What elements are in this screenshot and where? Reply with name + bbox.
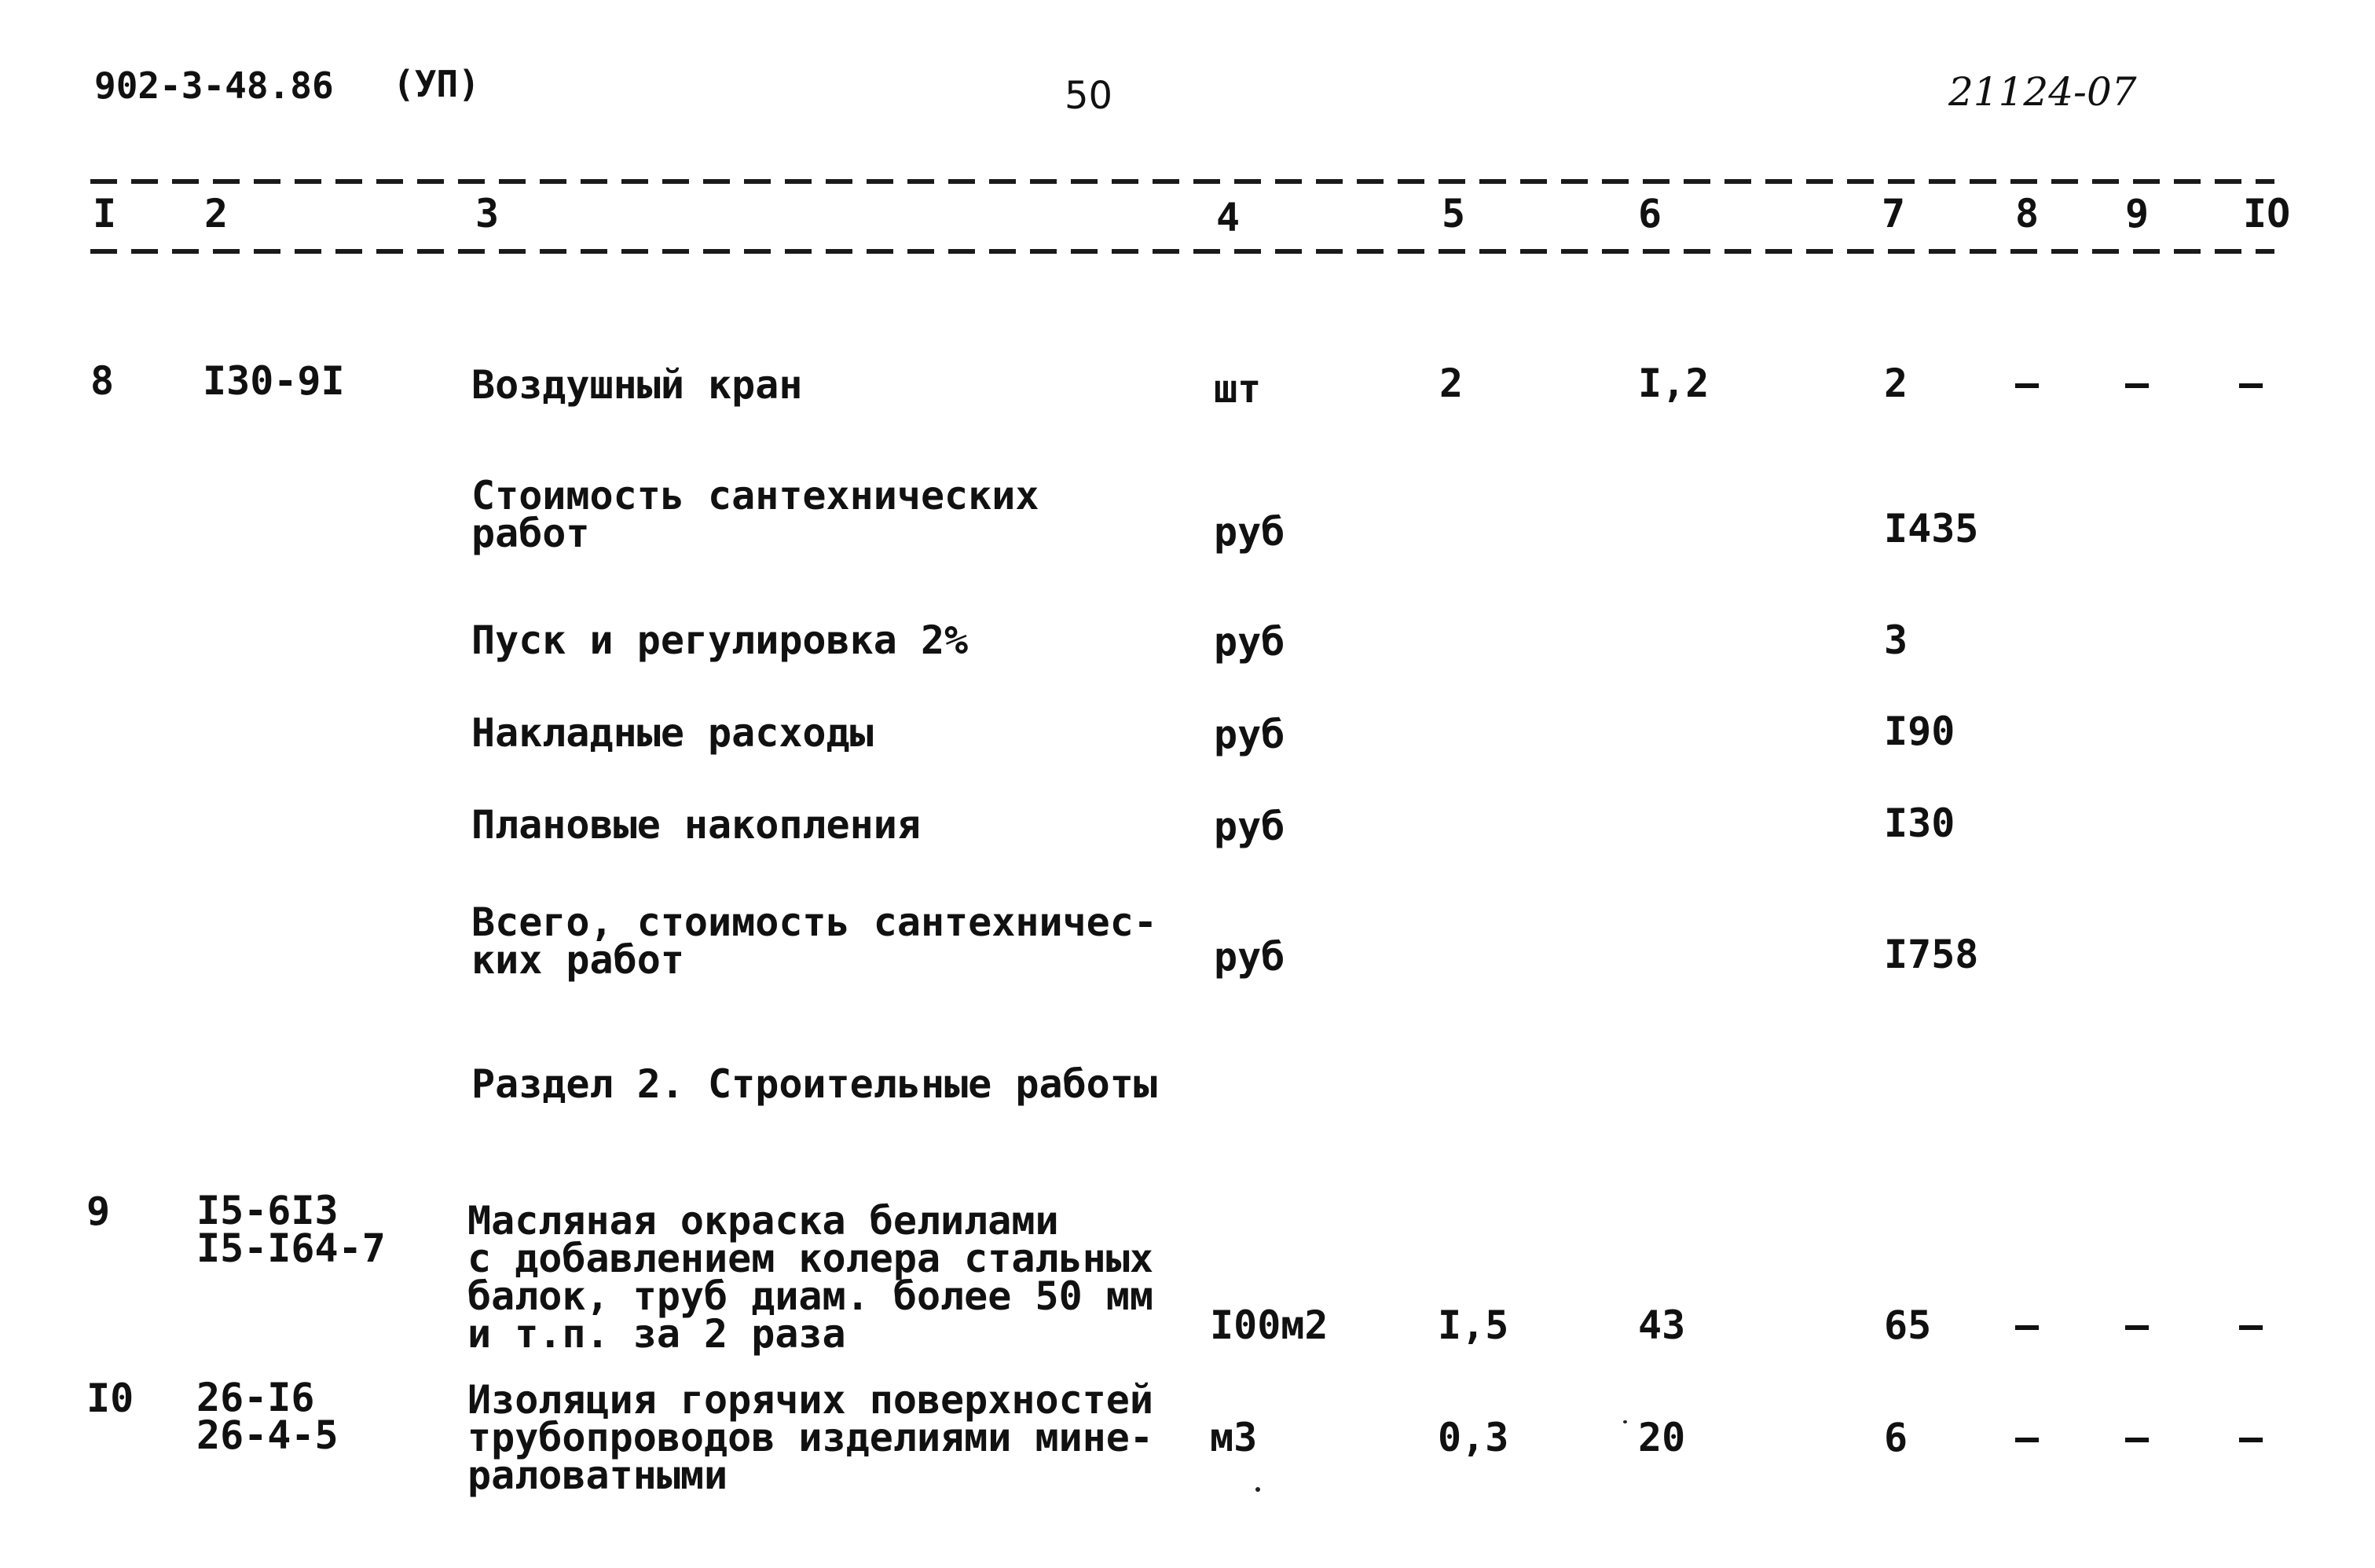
column-9-value: – xyxy=(2125,361,2150,406)
item-description: Всего, стоимость сантехничес- ких работ xyxy=(471,899,1157,983)
row-number: I0 xyxy=(86,1376,134,1421)
column-10-value: – xyxy=(2239,1415,2263,1460)
column-10-value: – xyxy=(2239,361,2263,406)
header-top-rule xyxy=(90,179,2274,184)
quantity: 0,3 xyxy=(1438,1415,1509,1460)
page-number: 50 xyxy=(1065,74,1113,118)
column-8-value: – xyxy=(2015,1415,2040,1460)
row-number: 9 xyxy=(86,1189,111,1234)
item-description: Плановые накопления xyxy=(471,802,921,848)
price-code: I5-6I3 I5-I64-7 xyxy=(196,1188,386,1271)
unit-price: I,2 xyxy=(1638,361,1710,406)
total-cost: I435 xyxy=(1884,506,1979,551)
column-header-8: 8 xyxy=(2015,191,2040,236)
total-cost: 65 xyxy=(1884,1302,1932,1348)
column-9-value: – xyxy=(2125,1415,2150,1460)
row-number: 8 xyxy=(90,358,115,404)
total-cost: 6 xyxy=(1884,1415,1908,1460)
item-description: Изоляция горячих поверхностей трубопроводов изделиями мине- раловатными xyxy=(467,1377,1153,1498)
unit: руб xyxy=(1214,509,1285,555)
column-header-3: 3 xyxy=(475,191,500,236)
total-cost: I30 xyxy=(1884,800,1955,846)
unit: руб xyxy=(1214,619,1285,665)
quantity: I,5 xyxy=(1438,1302,1509,1348)
column-10-value: – xyxy=(2239,1302,2263,1348)
unit: руб xyxy=(1214,712,1285,757)
document-code-suffix: (УП) xyxy=(393,63,480,105)
item-description: Стоимость сантехнических работ xyxy=(471,473,1039,556)
unit: шт xyxy=(1214,366,1262,412)
column-header-1: I xyxy=(93,191,117,236)
total-cost: 2 xyxy=(1884,361,1908,406)
column-header-4: 4 xyxy=(1216,195,1241,240)
column-header-9: 9 xyxy=(2125,191,2150,236)
unit-price: 43 xyxy=(1638,1302,1686,1348)
scan-speck xyxy=(1255,1487,1260,1492)
item-description: Воздушный кран xyxy=(471,362,803,408)
total-cost: 3 xyxy=(1884,617,1908,663)
total-cost: I758 xyxy=(1884,932,1979,977)
column-header-5: 5 xyxy=(1442,191,1466,236)
header-bottom-rule xyxy=(90,249,2274,254)
column-8-value: – xyxy=(2015,361,2040,406)
unit: I00м2 xyxy=(1210,1302,1329,1348)
item-description: Накладные расходы xyxy=(471,710,874,756)
quantity: 2 xyxy=(1439,361,1464,406)
total-cost: I90 xyxy=(1884,709,1955,754)
unit: м3 xyxy=(1210,1415,1258,1460)
price-code: 26-I6 26-4-5 xyxy=(196,1375,339,1458)
document-code: 902-3-48.86 xyxy=(94,64,334,107)
section-title: Раздел 2. Строительные работы xyxy=(471,1061,1157,1107)
unit-price: 20 xyxy=(1638,1415,1686,1460)
scan-speck xyxy=(1623,1420,1627,1423)
column-header-7: 7 xyxy=(1882,191,1906,236)
item-description: Пуск и регулировка 2% xyxy=(471,617,969,663)
column-header-6: 6 xyxy=(1638,191,1662,236)
column-8-value: – xyxy=(2015,1302,2040,1348)
unit: руб xyxy=(1214,804,1285,849)
unit: руб xyxy=(1214,934,1285,980)
column-header-2: 2 xyxy=(204,191,229,236)
item-description: Масляная окраска белилами с добавлением колера стальных балок, труб диам. более 50 мм и т.п. за 2 раза xyxy=(467,1198,1153,1357)
column-header-10: IO xyxy=(2243,191,2291,236)
column-9-value: – xyxy=(2125,1302,2150,1348)
handwritten-stamp-number: 21124-07 xyxy=(1948,69,2137,115)
price-code: I30-9I xyxy=(203,358,345,404)
